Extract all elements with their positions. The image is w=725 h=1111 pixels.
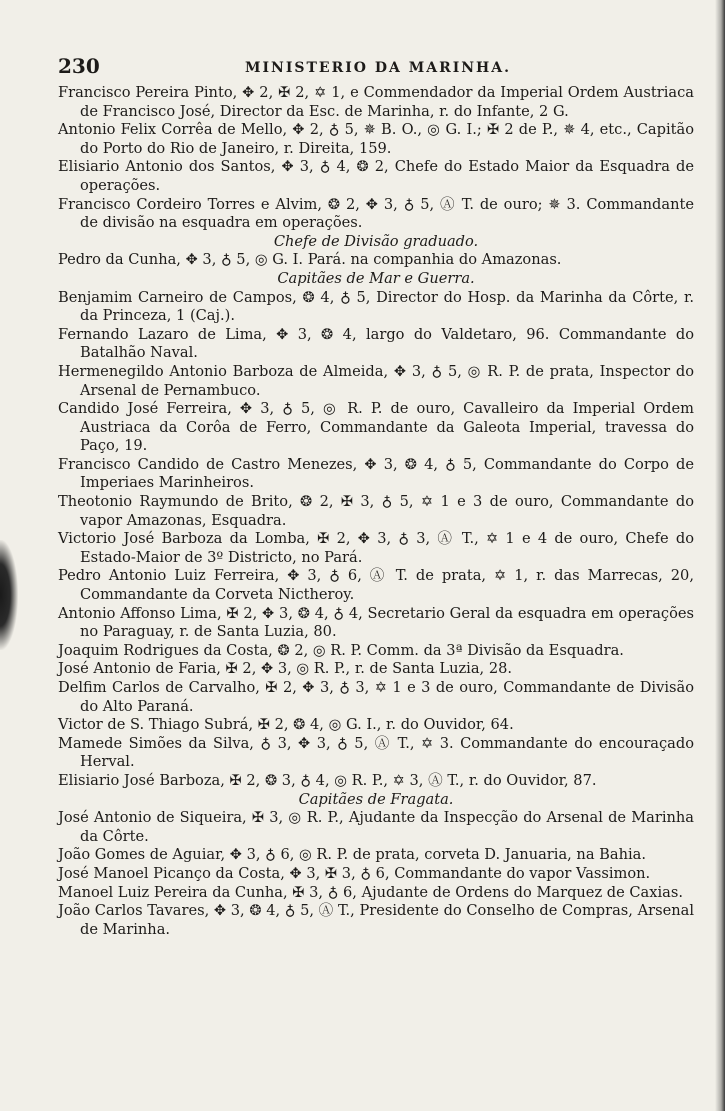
section-heading: Chefe de Divisão graduado. — [273, 232, 479, 250]
roster-entry: Victor de S. Thiago Subrá, ✠ 2, ❂ 4, ◎ G. I., r. do Ouvidor, 64. — [58, 716, 514, 734]
roster-entry: Antonio Felix Corrêa de Mello, ✥ 2, ♁ 5, ✵ B. O., ◎ G. I.; ✠ 2 de P., ✵ 4, etc., Capitão do Porto do Rio de Janeiro, r. Direita, 159. — [58, 121, 694, 157]
roster-entry: Pedro da Cunha, ✥ 3, ♁ 5, ◎ G. I. Pará. na companhia do Amazonas. — [58, 251, 562, 269]
binding-shadow — [0, 540, 18, 650]
roster-entry: Elisiario Antonio dos Santos, ✥ 3, ♁ 4, ❂ 2, Chefe do Estado Maior da Esquadra de operações. — [58, 158, 694, 194]
page-number: 230 — [58, 54, 100, 78]
roster-entry: João Carlos Tavares, ✥ 3, ❂ 4, ♁ 5, Ⓐ T., Presidente do Conselho de Compras, Arsenal de Marinha. — [58, 902, 694, 938]
page-body — [58, 84, 694, 939]
page-header — [58, 54, 698, 82]
section-heading: Capitães de Mar e Guerra. — [277, 269, 475, 287]
roster-entry: Benjamim Carneiro de Campos, ❂ 4, ♁ 5, Director do Hosp. da Marinha da Côrte, r. da Princeza, 1 (Caj.). — [58, 288, 694, 325]
roster-entry: José Antonio de Faria, ✠ 2, ✥ 3, ◎ R. P., r. de Santa Luzia, 28. — [58, 660, 513, 678]
roster-entry: Fernando Lazaro de Lima, ✥ 3, ❂ 4, largo do Valdetaro, 96. Commandante do Batalhão Naval. — [58, 325, 694, 362]
roster-entry: Pedro Antonio Luiz Ferreira, ✥ 3, ♁ 6, Ⓐ T. de prata, ✡ 1, r. das Marrecas, 20, Commandante da Corveta Nictheroy. — [58, 567, 694, 604]
roster-entry: Hermenegildo Antonio Barboza de Almeida, ✥ 3, ♁ 5, ◎ R. P. de prata, Inspector do Arsenal de Pernambuco. — [58, 362, 694, 399]
roster-entry: Candido José Ferreira, ✥ 3, ♁ 5, ◎ R. P. de ouro, Cavalleiro da Imperial Ordem Austriaca da Corôa de Ferro, Commandante da Galeota Imperial, travessa do Paço, 19. — [58, 400, 694, 455]
roster-entry: Manoel Luiz Pereira da Cunha, ✠ 3, ♁ 6, Ajudante de Ordens do Marquez de Caxias. — [58, 883, 683, 901]
running-head: MINISTERIO DA MARINHA. — [244, 60, 512, 76]
roster-entry: João Gomes de Aguiar, ✥ 3, ♁ 6, ◎ R. P. de prata, corveta D. Januaria, na Bahia. — [58, 846, 647, 864]
roster-entry: Delfim Carlos de Carvalho, ✠ 2, ✥ 3, ♁ 3, ✡ 1 e 3 de ouro, Commandante de Divisão do Alto Paraná. — [58, 679, 694, 715]
page-edge-shadow — [715, 0, 725, 1111]
roster-entry: Francisco Candido de Castro Menezes, ✥ 3, ❂ 4, ♁ 5, Commandante do Corpo de Imperiaes Marinheiros. — [58, 455, 694, 492]
roster-entry: Francisco Pereira Pinto, ✥ 2, ✠ 2, ✡ 1, e Commendador da Imperial Ordem Austriaca de Francisco José, Director da Esc. de Marinha, r. do Infante, 2 G. — [58, 84, 694, 120]
roster-entry: Theotonio Raymundo de Brito, ❂ 2, ✠ 3, ♁ 5, ✡ 1 e 3 de ouro, Commandante do vapor Amazonas, Esquadra. — [58, 493, 694, 529]
roster-entry: Francisco Cordeiro Torres e Alvim, ❂ 2, ✥ 3, ♁ 5, Ⓐ T. de ouro; ✵ 3. Commandante de divisão na esquadra em operações. — [58, 195, 694, 232]
roster-entry: José Antonio de Siqueira, ✠ 3, ◎ R. P., Ajudante da Inspecção do Arsenal de Marinha da Côrte. — [58, 809, 694, 845]
roster-entry: Joaquim Rodrigues da Costa, ❂ 2, ◎ R. P. Comm. da 3ª Divisão da Esquadra. — [58, 641, 624, 659]
roster-entry: José Manoel Picanço da Costa, ✥ 3, ✠ 3, ♁ 6, Commandante do vapor Vassimon. — [58, 864, 651, 882]
roster-entry: Antonio Affonso Lima, ✠ 2, ✥ 3, ❂ 4, ♁ 4, Secretario Geral da esquadra em operações no Paraguay, r. de Santa Luzia, 80. — [58, 604, 694, 641]
section-heading: Capitães de Fragata. — [298, 790, 454, 808]
roster-entry: Elisiario José Barboza, ✠ 2, ❂ 3, ♁ 4, ◎ R. P., ✡ 3, Ⓐ T., r. do Ouvidor, 87. — [58, 771, 597, 789]
roster-entry: Mamede Simões da Silva, ♁ 3, ✥ 3, ♁ 5, Ⓐ T., ✡ 3. Commandante do encouraçado Herval. — [58, 734, 694, 771]
roster-entry: Victorio José Barboza da Lomba, ✠ 2, ✥ 3, ♁ 3, Ⓐ T., ✡ 1 e 4 de ouro, Chefe do Estado-Maior de 3º Districto, no Pará. — [58, 530, 694, 566]
